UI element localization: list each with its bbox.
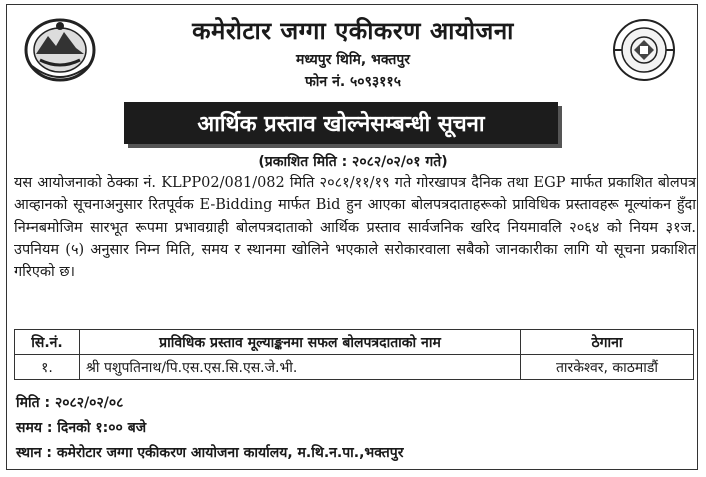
notice-body: यस आयोजनाको ठेक्का नं. KLPP02/081/082 मिति २०८१/११/१९ गते गोरखापत्र दैनिक तथा EGP मार्फत प्रकाशित बोलपत्र आव्हानको सूचनाअनुसार रितपूर्वक E-Bidding मार्फत Bid हुन आएका बोलपत्रदाताहरूको प्राविधिक प्रस्तावहरू मूल्यांकन हुँदा निम्नबमोजिम सारभूत रूपमा प्रभावग्राही बोलपत्रदाताको आर्थिक प्रस्ताव सार्वजनिक खरिद नियमावलि २०६४ को नियम ३१ज. उपनियम (५) अनुसार निम्न मिति, समय र स्थानमा खोलिने भएकाले सरोकारवाला सबैको जानकारीका लागि यो सूचना प्रकाशित गरिएको छ। [14,175,696,281]
bidder-table [14,329,694,380]
published-date: (प्रकाशित मिति : २०८२/०२/०१ गते) [258,154,448,170]
opening-place: स्थान : कमेरोटार जग्गा एकीकरण आयोजना कार्यालय, म.थि.न.पा.,भक्तपुर [16,445,404,461]
cell-bidder-name: श्री पशुपतिनाथ/पि.एस.एस.सि.एस.जे.भी. [80,355,521,380]
column-header-bidder-name: प्राविधिक प्रस्ताव मूल्याङ्कनमा सफल बोलपत्रदाताको नाम [80,330,521,355]
organization-phone: फोन नं. ५०९३११५ [305,74,401,90]
opening-time: समय : दिनको १:०० बजे [16,420,147,436]
cell-address: तारकेश्वर, काठमाडौं [521,355,694,380]
table-row [15,355,694,380]
table-header-row [15,330,694,355]
cell-serial: १. [15,355,80,380]
column-header-serial: सि.नं. [15,330,80,355]
organization-address: मध्यपुर थिमि, भक्तपुर [295,52,411,68]
opening-date: मिति : २०८२/०२/०८ [16,395,124,411]
column-header-address: ठेगाना [521,330,694,355]
notice-heading: आर्थिक प्रस्ताव खोल्नेसम्बन्धी सूचना [124,102,558,144]
organization-title: कमेरोटार जग्गा एकीकरण आयोजना [192,17,514,45]
